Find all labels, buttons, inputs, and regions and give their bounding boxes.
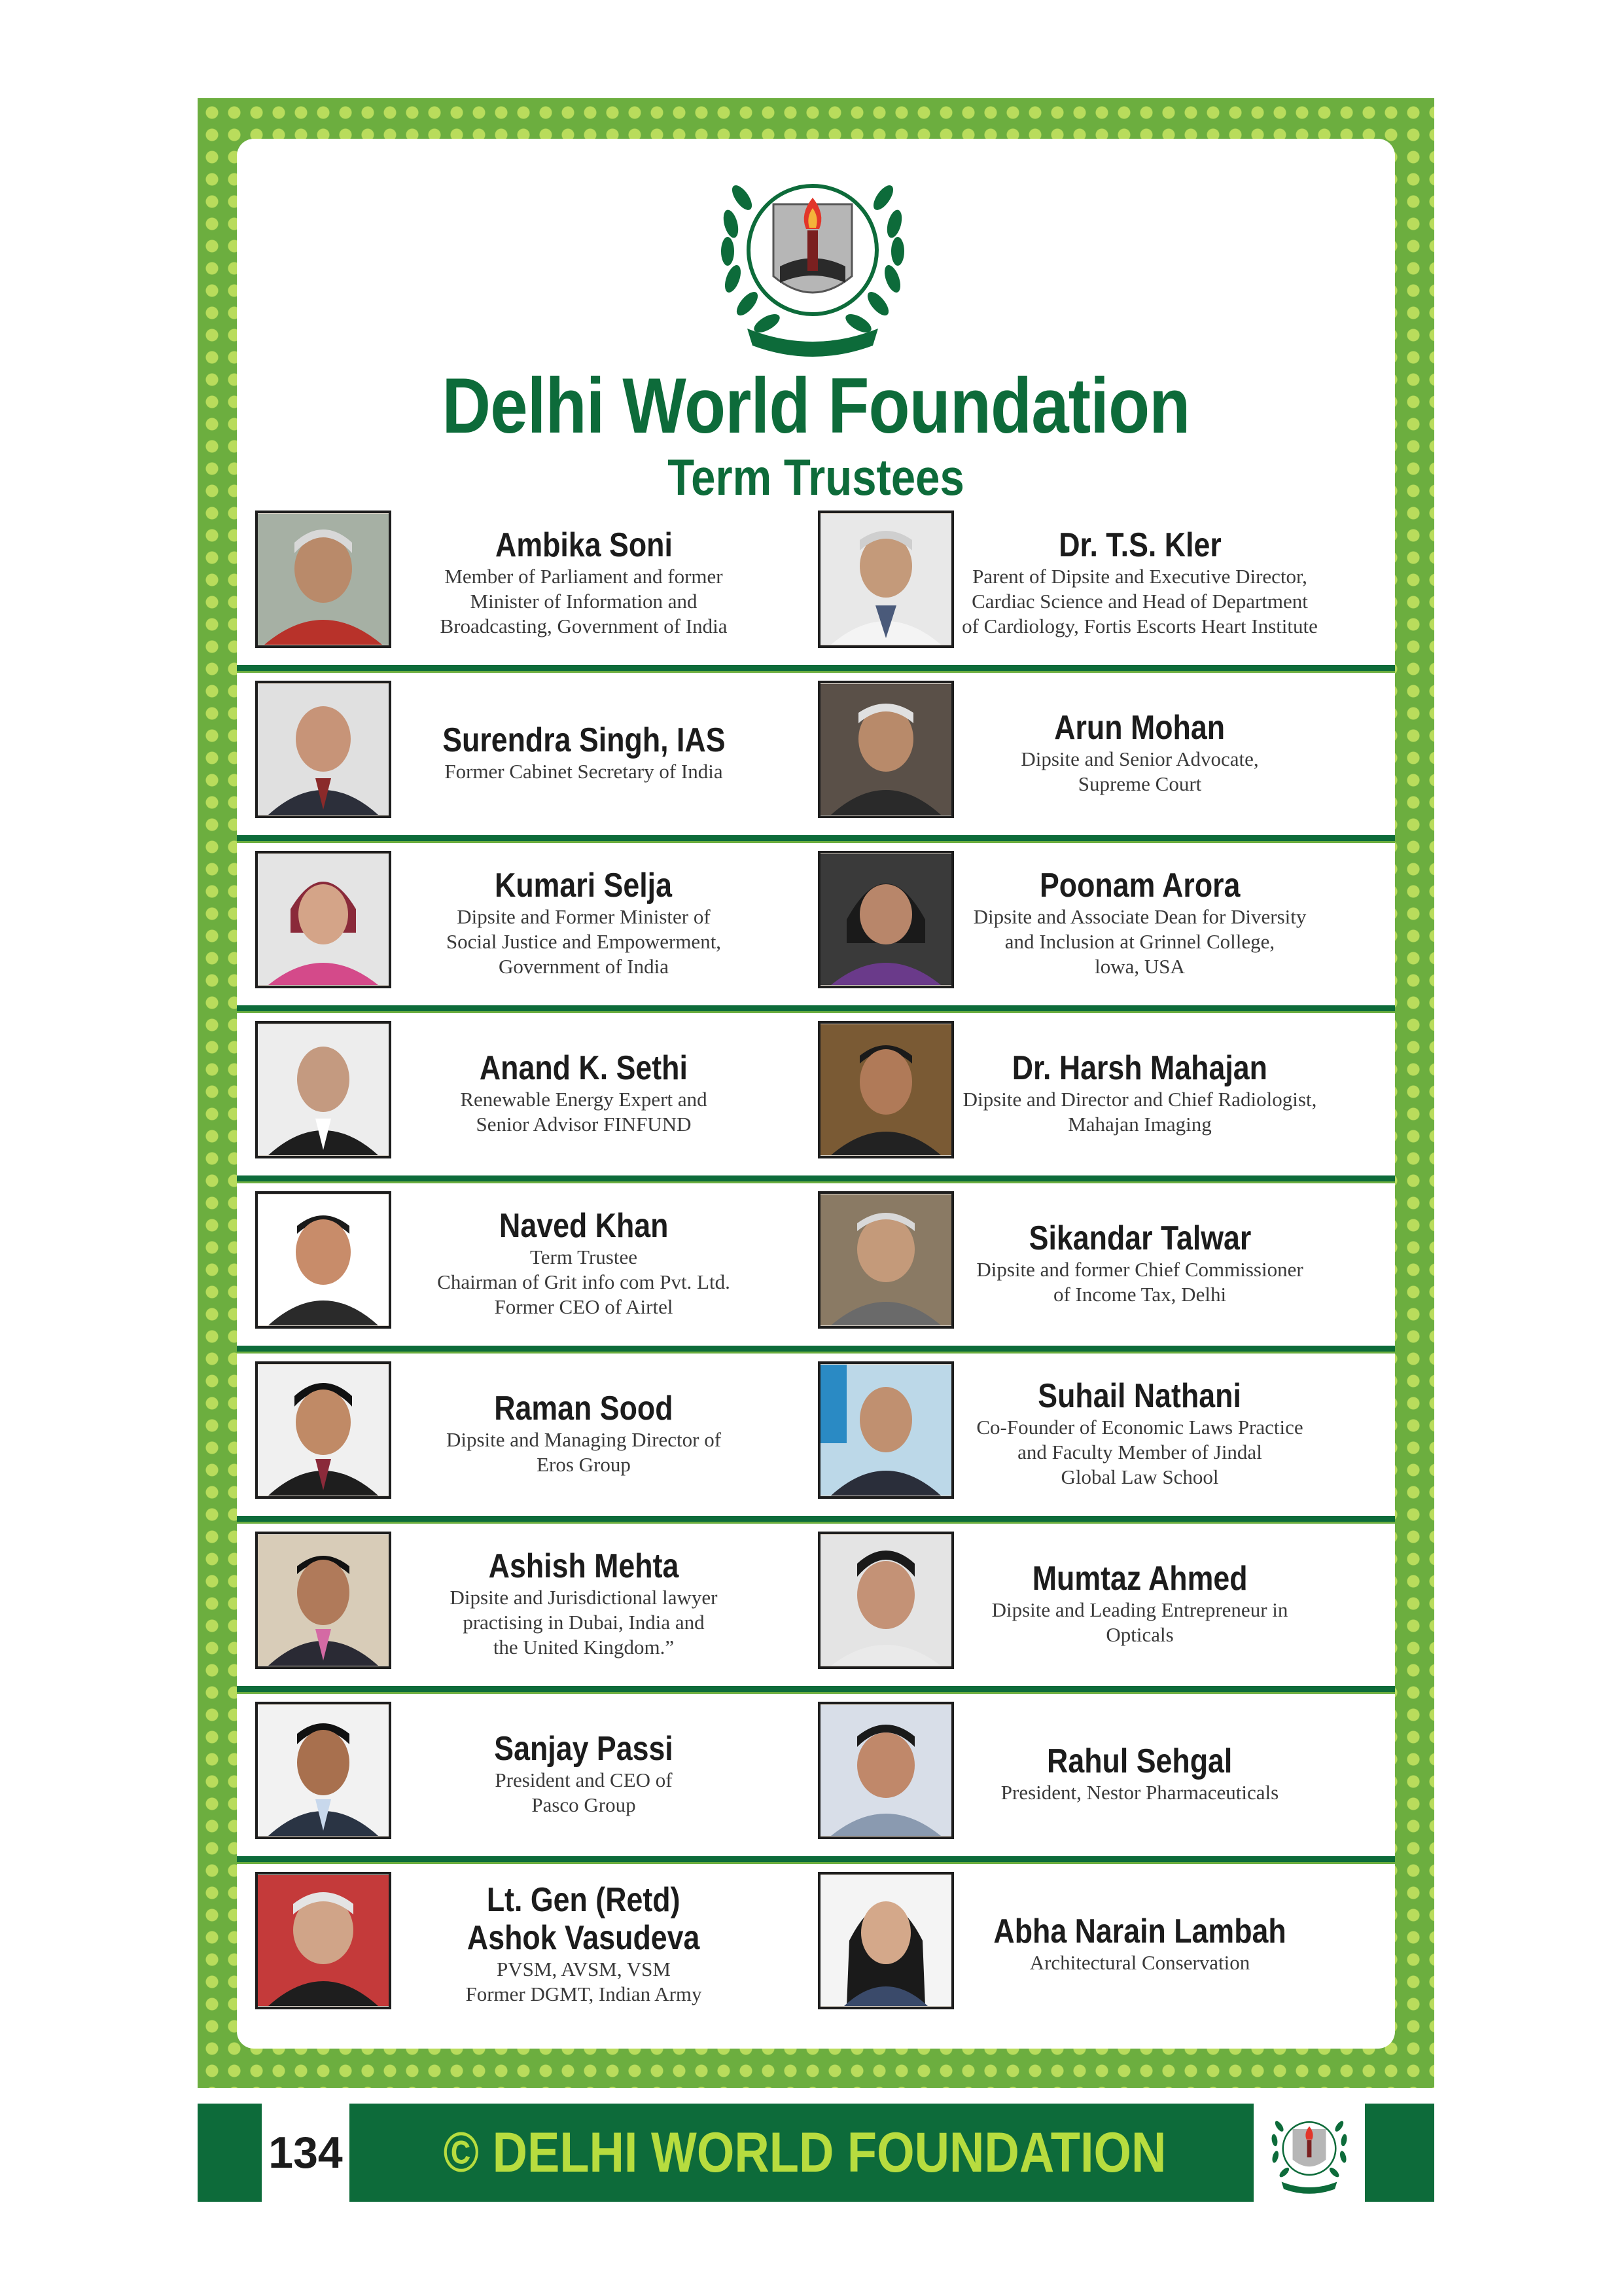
row-divider [237,1686,1395,1692]
trustee-photo [818,1872,954,2009]
trustee-name: Poonam Arora [1039,867,1241,905]
trustee-row [237,674,1395,836]
row-divider [237,1516,1395,1522]
trustee-info [400,1695,767,1852]
trustee-photo [818,1361,954,1499]
trustee-info [400,1525,767,1682]
trustee-name: Dr. Harsh Mahajan [1012,1049,1268,1087]
trustee-description: Dipsite and Senior Advocate, Supreme Court [1021,747,1259,795]
trustee-info [400,504,767,661]
trustee-photo [818,851,954,988]
trustee-info [400,1014,767,1172]
trustee-info [400,674,767,831]
page-title: Delhi World Foundation [442,362,1190,450]
trustee-photo [255,1191,391,1329]
trustee-name: Ambika Soni [495,526,673,564]
trustee-name: Sikandar Talwar [1029,1219,1251,1257]
trustee-description: Term Trustee Chairman of Grit info com Pvt. Ltd. Former CEO of Airtel [437,1246,730,1318]
trustee-photo [818,1532,954,1669]
trustee-name: Anand K. Sethi [479,1049,688,1087]
trustee-description: Dipsite and Managing Director of Eros Group [446,1428,722,1476]
trustee-name: Dr. T.S. Kler [1058,526,1222,564]
trustee-info [957,504,1323,661]
trustee-row [237,504,1395,666]
trustee-description: Architectural Conservation [1029,1951,1250,1974]
trustee-name: Surendra Singh, IAS [442,721,726,759]
trustee-photo [255,1361,391,1499]
trustee-info [957,1865,1323,2022]
trustee-info [957,1185,1323,1342]
footer-copyright: © DELHI WORLD FOUNDATION [443,2121,1167,2184]
trustee-info [957,1355,1323,1512]
trustee-description: President, Nestor Pharmaceuticals [1000,1781,1279,1804]
trustee-name: Rahul Sehgal [1047,1742,1233,1780]
trustee-description: President and CEO of Pasco Group [495,1768,673,1816]
trustee-description: Former Cabinet Secretary of India [444,760,723,783]
trustee-name: Arun Mohan [1054,709,1226,747]
row-divider [237,665,1395,671]
trustee-description: Dipsite and Associate Dean for Diversity and Inclusion at Grinnel College, lowa, USA [973,905,1307,978]
row-divider [237,1005,1395,1011]
trustee-info [400,1185,767,1342]
trustee-name: Sanjay Passi [494,1730,673,1768]
trustee-photo [818,1021,954,1158]
trustee-description: Dipsite and Former Minister of Social Justice and Empowerment, Government of India [446,905,722,978]
trustee-row [237,1865,1395,2028]
trustee-name: Lt. Gen (Retd) Ashok Vasudeva [467,1881,700,1957]
row-divider [237,1346,1395,1352]
trustee-photo [255,681,391,818]
trustee-name: Naved Khan [499,1207,669,1245]
trustee-description: Parent of Dipsite and Executive Director, Cardiac Science and Head of Department of Cardiology, Fortis Escorts Heart Institute [962,565,1318,637]
page-number: 134 [262,2104,349,2202]
trustee-info [400,1865,767,2022]
trustee-photo [818,681,954,818]
trustee-info [400,1355,767,1512]
trustee-photo [818,511,954,648]
trustee-row [237,844,1395,1007]
row-divider [237,1175,1395,1181]
trustee-name: Raman Sood [494,1390,673,1427]
trustee-row [237,1185,1395,1347]
trustee-name: Suhail Nathani [1038,1377,1242,1415]
trustee-description: Member of Parliament and former Minister of Information and Broadcasting, Government of India [440,565,728,637]
trustee-photo [255,1872,391,2009]
trustee-info [957,1014,1323,1172]
trustee-name: Ashish Mehta [488,1547,679,1585]
trustee-row [237,1014,1395,1177]
footer-logo-container [1254,2104,1365,2202]
trustee-info [957,1695,1323,1852]
trustee-photo [255,511,391,648]
trustee-info [400,844,767,1001]
row-divider [237,1856,1395,1862]
trustee-photo [255,1702,391,1839]
footer-logo [1260,2107,1358,2198]
trustee-row [237,1695,1395,1857]
trustee-photo [255,851,391,988]
trustee-description: Dipsite and former Chief Commissioner of Income Tax, Delhi [976,1258,1303,1306]
trustee-info [957,674,1323,831]
trustee-row [237,1355,1395,1517]
trustee-photo [255,1532,391,1669]
trustee-description: Dipsite and Leading Entrepreneur in Opticals [991,1598,1288,1646]
foundation-logo [701,152,924,368]
trustee-description: Dipsite and Jurisdictional lawyer practising in Dubai, India and the United Kingdom.” [450,1586,718,1659]
trustee-photo [255,1021,391,1158]
trustee-row [237,1525,1395,1687]
trustee-photo [818,1702,954,1839]
trustee-name: Kumari Selja [495,867,673,905]
trustee-photo [818,1191,954,1329]
trustee-description: Dipsite and Director and Chief Radiologist, Mahajan Imaging [962,1088,1317,1136]
trustee-description: Renewable Energy Expert and Senior Advisor FINFUND [460,1088,707,1136]
trustee-description: Co-Founder of Economic Laws Practice and Faculty Member of Jindal Global Law School [976,1416,1303,1488]
trustee-info [957,844,1323,1001]
trustee-name: Mumtaz Ahmed [1032,1560,1248,1598]
page-subtitle: Term Trustees [667,448,964,506]
trustee-description: PVSM, AVSM, VSM Former DGMT, Indian Army [465,1958,702,2005]
trustee-info [957,1525,1323,1682]
trustee-name: Abha Narain Lambah [993,1912,1286,1950]
row-divider [237,835,1395,841]
